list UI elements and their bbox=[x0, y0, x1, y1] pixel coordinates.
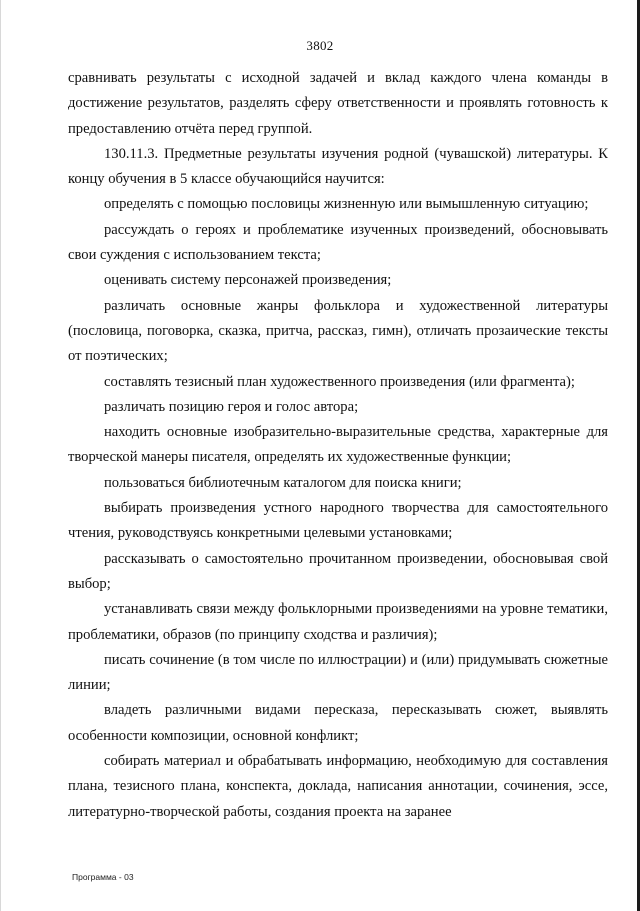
list-item: владеть различными видами пересказа, пересказывать сюжет, выявлять особенности композиции, основной конфликт; bbox=[68, 702, 608, 744]
paragraph-continuation: сравнивать результаты с исходной задачей и вклад каждого члена команды в достижение результатов, разделять сферу ответственности и проявлять готовность к предоставлению отчёта перед группой. bbox=[68, 70, 608, 137]
list-item: рассуждать о героях и проблематике изученных произведений, обосновывать свои суждения с использованием текста; bbox=[68, 221, 608, 264]
page-number: 3802 bbox=[306, 38, 334, 53]
document-body bbox=[68, 66, 608, 825]
list-item: определять с помощью пословицы жизненную или вымышленную ситуацию; bbox=[104, 196, 589, 213]
list-item: писать сочинение (в том числе по иллюстрации) и (или) придумывать сюжетные линии; bbox=[68, 651, 608, 694]
paragraph-section-heading: 130.11.3. Предметные результаты изучения родной (чувашской) литературы. К концу обучения в 5 классе обучающийся научится: bbox=[68, 145, 608, 188]
list-item: рассказывать о самостоятельно прочитанном произведении, обосновывая свой выбор; bbox=[68, 550, 608, 592]
list-item: различать основные жанры фольклора и художественной литературы (пословица, поговорка, сказка, притча, рассказ, гимн), отличать прозаические тексты от поэтических; bbox=[68, 297, 608, 365]
list-item: выбирать произведения устного народного творчества для самостоятельного чтения, руководствуясь конкретными целевыми установками; bbox=[68, 500, 608, 542]
list-item: составлять тезисный план художественного произведения (или фрагмента); bbox=[104, 373, 575, 390]
footer-program-label: Программа - 03 bbox=[72, 872, 134, 882]
list-item: находить основные изобразительно-выразительные средства, характерные для творческой манеры писателя, определять их художественные функции; bbox=[68, 424, 608, 466]
list-item: устанавливать связи между фольклорными произведениями на уровне тематики, проблематики, образов (по принципу сходства и различия); bbox=[68, 601, 608, 643]
page-left-edge bbox=[0, 0, 1, 911]
list-item: различать позицию героя и голос автора; bbox=[104, 398, 359, 415]
list-item: пользоваться библиотечным каталогом для поиска книги; bbox=[104, 474, 462, 491]
list-item: оценивать систему персонажей произведения; bbox=[104, 272, 392, 289]
list-item: собирать материал и обрабатывать информацию, необходимую для составления плана, тезисного плана, конспекта, доклада, написания аннотации, сочинения, эссе, литературно-творческой работы, создания проекта на заранее bbox=[68, 753, 608, 820]
